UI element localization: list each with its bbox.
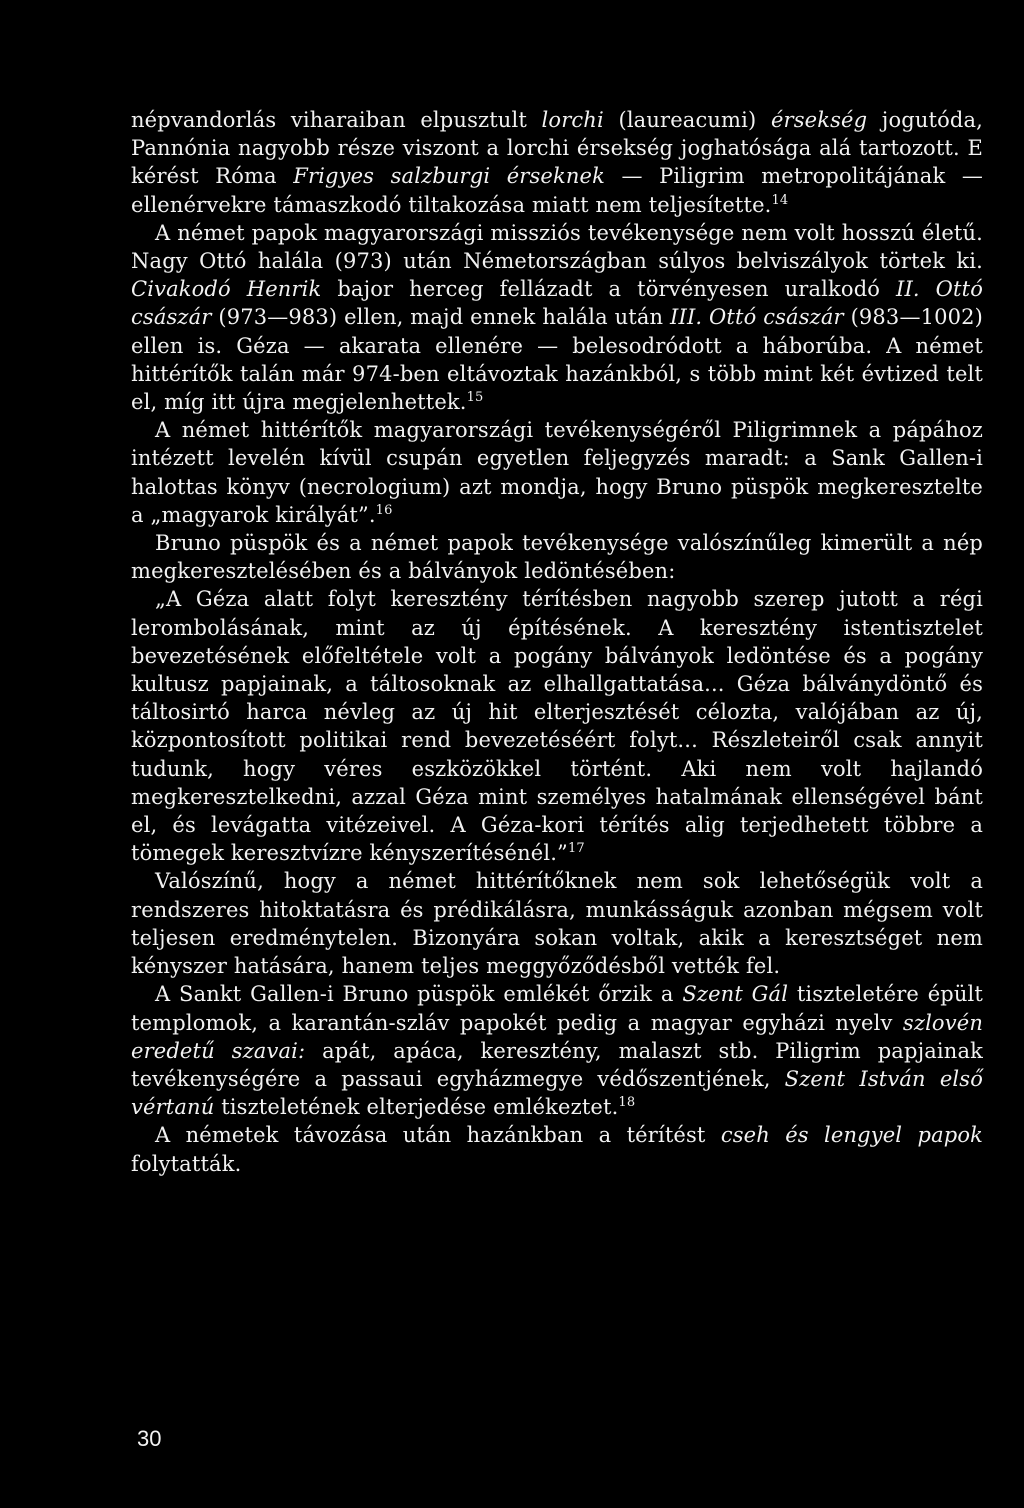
- paragraph: [131, 106, 983, 219]
- paragraph: [131, 585, 983, 867]
- italic-text: Szent Gál: [682, 982, 789, 1007]
- text-run: (laureacumi): [603, 108, 771, 132]
- footnote-reference: 14: [771, 192, 789, 208]
- italic-text: III. Ottó császár: [670, 305, 844, 330]
- page-number: 30: [137, 1426, 162, 1451]
- text-run: (983—1002) ellen is. Géza — akarata ellenére — belesodródott a háborúba. A német hittérítők talán már 974-ben eltávoztak hazánkból, s több mint két évtized telt el, míg itt újra megjelenhettek.: [131, 305, 983, 415]
- text-run: (973—983) ellen, majd ennek halála után: [211, 305, 671, 330]
- paragraph: [131, 980, 983, 1121]
- italic-text: II. Ottó császár: [131, 277, 984, 330]
- italic-text: Civakodó Henrik: [131, 277, 322, 302]
- text-run: A német hittérítők magyarországi tevékenységéről Piligrimnek a pápához intézett levelén kívül csupán egyetlen feljegyzés maradt: a Sank Gallen-i halottas könyv (necrologium) azt mondja, hogy Bruno püspök megkeresztelte a „magyarok királyát”.: [131, 418, 983, 527]
- paragraph: [131, 1121, 983, 1177]
- text-run: A német papok magyarországi missziós tevékenysége nem volt hosszú életű. Nagy Ottó halála (973) után Németországban súlyos belviszályok törtek ki.: [131, 220, 983, 274]
- paragraph: [131, 416, 983, 529]
- body-text: [131, 106, 983, 1178]
- footnote-reference: 15: [466, 390, 484, 406]
- text-run: tiszteletére épült templomok, a karantán-szláv papokét pedig a magyar egyházi nyelv: [131, 982, 984, 1035]
- text-run: A Sankt Gallen-i Bruno püspök emlékét őrzik a: [155, 982, 683, 1007]
- text-run: folytatták.: [131, 1151, 242, 1176]
- italic-text: szlovén eredetű szavai:: [131, 1010, 983, 1063]
- text-run: Valószínű, hogy a német hittérítőknek nem sok lehetőségük volt a rendszeres hitoktatásra és prédikálásra, munkásságuk azonban mégsem volt teljesen eredménytelen. Bizonyára sokan voltak, akik a keresztséget nem kényszer hatására, hanem teljes meggyőződésből vették fel.: [131, 869, 983, 979]
- italic-text: érsekség: [770, 108, 868, 132]
- text-run: tiszteletének elterjedése emlékeztet.: [214, 1095, 619, 1120]
- italic-text: Szent István első vértanú: [131, 1066, 983, 1120]
- paragraph: [131, 219, 983, 416]
- italic-text: lorchi: [541, 108, 604, 132]
- text-run: bajor herceg fellázadt a törvényesen uralkodó: [321, 277, 897, 302]
- text-run: apát, apáca, keresztény, malaszt stb. Piligrim papjainak tevékenységére a passaui egyházmegye védőszentjének,: [131, 1038, 983, 1091]
- text-run: „A Géza alatt folyt keresztény térítésben nagyobb szerep jutott a régi lerombolásának, mint az új építésének. A keresztény istentisztelet bevezetésének előfeltétele volt a pogány bálványok ledöntése és a pogány kultusz papjainak, a táltosoknak az elhallgattatása... Géza bálványdöntő és táltosirtó harca névleg az új hit elterjesztését célozta, valójában az új, központosított politikai rend bevezetéséért folyt... Részleteiről csak annyit tudunk, hogy véres eszközökkel történt. Aki nem volt hajlandó megkeresztelkedni, azzal Géza mint személyes hatalmának ellenségével bánt el, és levágatta vitézeivel. A Géza-kori térítés alig terjedhetett többre a tömegek keresztvízre kényszerítésénél.”: [131, 587, 983, 866]
- footnote-reference: 16: [375, 502, 393, 518]
- italic-text: cseh és lengyel papok: [720, 1123, 984, 1148]
- text-run: A németek távozása után hazánkban a térítést: [155, 1123, 721, 1148]
- paragraph: [131, 529, 983, 585]
- text-run: — Piligrim metropolitájának — ellenérvekre támaszkodó tiltakozása miatt nem teljesítette.: [131, 164, 983, 217]
- text-run: jogutóda, Pannónia nagyobb része viszont a lorchi érsekség joghatósága alá tartozott. E kérést Róma: [131, 108, 983, 189]
- footnote-reference: 18: [618, 1095, 636, 1111]
- text-run: népvandorlás viharaiban elpusztult: [131, 108, 542, 132]
- text-run: Bruno püspök és a német papok tevékenysége valószínűleg kimerült a nép megkeresztelésében és a bálványok ledöntésében:: [131, 531, 983, 584]
- paragraph: [131, 867, 983, 980]
- italic-text: Frigyes salzburgi érseknek: [293, 164, 605, 189]
- footnote-reference: 17: [567, 841, 585, 857]
